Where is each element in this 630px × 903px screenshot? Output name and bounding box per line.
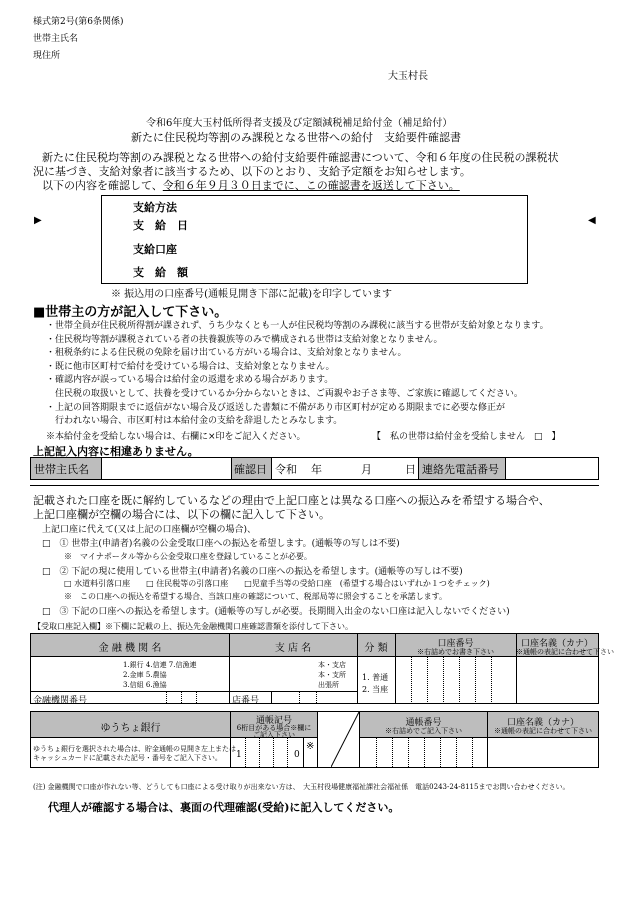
bullet: ・確認内容が誤っている場合は給付金の返還を求める場合があります。 [46, 375, 334, 386]
agent-note: 代理人が確認する場合は、裏面の代理確認(受給)に記入してください。 [48, 801, 400, 814]
form-number: 様式第2号(第6条関係) [33, 17, 124, 27]
intro-line3 [42, 177, 460, 193]
marker-right-icon: ◀ [588, 215, 596, 226]
yucho-digit-0: 0 [294, 750, 300, 760]
phone-cell [418, 458, 506, 479]
option3-checkbox[interactable]: □ ③ 下記の口座への振込を希望します。(通帳等の写しが必要。長期間入出金のない口座は記入しないでください) [42, 607, 510, 617]
intro-line3-pre: 以下の内容を確認して、 [42, 179, 163, 192]
option2-checkbox[interactable]: □ ② 下記の現に使用している世帯主(申請者)名義の口座への振込を希望します。(通帳等の写しは不要) [42, 567, 463, 577]
yucho-number-label: 通帳番号 [405, 718, 442, 728]
bullet: ・住民税均等割が課税されている者の扶養親族等のみで構成される世帯は支給対象となりません。 [46, 334, 443, 345]
confirm-date-label: 確認日 [234, 463, 267, 476]
yucho-digit-1: 1 [236, 750, 242, 760]
option2-choices[interactable]: □ 水道料引落口座 □ 住民税等の引落口座 □児童手当等の受給口座 (希望する場合はいずれか１つをチェック) [64, 579, 490, 588]
title-line2: 新たに住民税均等割のみ課税となる世帯への給付 支給要件確認書 [131, 131, 461, 144]
confirm-heading: 上記記入内容に相違ありません。 [33, 445, 199, 458]
date-cell [231, 458, 272, 479]
option2-note: ※ この口座への振込を希望する場合、当該口座の確認について、税部局等に照会することを承諾します。 [64, 592, 448, 601]
intro-line1: 新たに住民税均等割のみ課税となる世帯への給付支給要件確認書について、令和６年度の住民税の課税状 [42, 151, 559, 164]
yucho-number-sub: ※右詰めでご記入下さい [385, 727, 462, 735]
change-line1: 記載された口座を既に解約しているなどの理由で上記口座とは異なる口座への振込みを希望する場合や、 [33, 494, 550, 507]
householder-input[interactable] [101, 458, 231, 479]
bullet: 行われない場合、市区町村は本給付金の支給を辞退したとみなします。 [46, 416, 343, 427]
title-line1: 令和6年度大玉村低所得者支援及び定額減税補足給付金（補足給付） [146, 118, 453, 129]
option1-note: ※ マイナポータル等から公金受取口座を登録していることが必要。 [64, 552, 312, 561]
section1-bullets [46, 320, 549, 429]
yucho-mark-sub1: 6桁目がある場合※欄に [236, 724, 312, 732]
confirm-householder-label: 世帯主氏名 [34, 463, 89, 476]
account-types[interactable]: 1. 普通 2. 当座 [362, 673, 389, 694]
yucho-holder-sub: ※通帳の表記に合わせて下さい [494, 727, 592, 735]
marker-left-icon: ▶ [34, 215, 42, 226]
diagonal-slash-icon [331, 712, 359, 767]
yucho-star: ※ [306, 741, 315, 752]
address-label: 現住所 [33, 51, 61, 61]
householder-name-label: 世帯主氏名 [33, 34, 79, 44]
yucho-mark-sub2: ご記入下さい [253, 731, 295, 739]
day-label: 日 [405, 463, 416, 476]
householder-cell [31, 458, 102, 479]
branch-types[interactable]: 本・支店 本・支所 出張所 [318, 661, 346, 689]
change-line2: 上記口座欄が空欄の場合には、以下の欄に記入して下さい。 [33, 508, 330, 521]
branch-header: 支 店 名 [274, 643, 312, 654]
yucho-note: ゆうちょ銀行を選択された場合は、貯金通帳の見開き左上または キャッシュカードに記載された記号・番号をご記入下さい。 [33, 745, 236, 762]
intro-deadline: 令和６年９月３０日までに、この確認書を返送して下さい。 [162, 179, 460, 192]
payment-box [101, 195, 528, 284]
era-label: 令和 [275, 463, 297, 476]
footer-note: (注) 金融機関で口座が作れない等、どうしても口座による受け取りが出来ない方は、 大玉村役場健康福祉課社会福祉係 電話0243-24-8115までお問い合わせください。 [33, 783, 570, 791]
decline-checkbox[interactable]: 【 私の世帯は給付金を受給しません □ 】 [372, 432, 561, 442]
option1-checkbox[interactable]: □ ① 世帯主(申請者)名義の公金受取口座への振込を希望します。(通帳等の写しは不要) [42, 539, 400, 549]
bullet: ・租税条約による住民税の免除を届け出ている方がいる場合は、支給対象となりません。 [46, 348, 407, 359]
year-label: 年 [311, 463, 322, 476]
payment-note: ※ 振込用の口座番号(通帳見開き下部に記載)を印字しています [111, 289, 392, 300]
branch-code-label: 店番号 [232, 696, 260, 706]
divider [30, 485, 599, 486]
type-header: 分 類 [364, 643, 388, 654]
month-label: 月 [361, 463, 372, 476]
mayor-name: 大玉村長 [388, 71, 428, 82]
holder-header-sub: ※通帳の表記に合わせて下さい [516, 648, 614, 656]
account-header-sub: ※右詰めでお書き下さい [417, 648, 494, 656]
bank-code-label: 金融機関番号 [33, 696, 88, 706]
payment-method-label: 支給方法 [133, 201, 177, 214]
yucho-title: ゆうちょ銀行 [100, 723, 161, 734]
change-sub: 上記口座に代えて(又は上記の口座欄が空欄の場合)、 [42, 525, 257, 535]
yucho-holder-label: 口座名義（カナ） [506, 718, 579, 728]
phone-label: 連絡先電話番号 [422, 463, 499, 476]
confirm-row [30, 457, 599, 480]
bullet: ・既に他市区町村で給付を受けている場合は、支給対象となりません。 [46, 361, 335, 372]
intro-line2: 況に基づき、支給対象者に該当するため、以下のとおり、支給予定額をお知らせします。 [33, 165, 471, 178]
decline-note: ※本給付金を受給しない場合は、右欄に×印をご記入ください。 [46, 432, 306, 442]
account-header: 口座番号 [437, 639, 474, 649]
payment-amount-label: 支 給 額 [133, 266, 188, 279]
section1-heading: ■世帯主の方が記入して下さい。 [33, 305, 228, 320]
payment-date-label: 支 給 日 [133, 219, 188, 232]
payment-account-label: 支給口座 [133, 243, 177, 256]
bank-name-header: 金 融 機 関 名 [98, 643, 162, 654]
bullet: ・上記の回答期限までに返信がない場合及び返送した書類に不備があり市区町村が定める期限までに必要な修正が [46, 402, 506, 413]
bullet: 住民税の取扱いとして、扶養を受けているか分からないときは、ご両親やお子さま等、ご家族に確認してください。 [46, 388, 523, 399]
bank-table [30, 633, 614, 706]
bank-caption: 【受取口座記入欄】※下欄に記載の上、振込先金融機関口座確認書類を添付して下さい。 [33, 622, 353, 631]
yucho-mark-label: 通帳記号 [255, 716, 292, 726]
holder-header: 口座名義（カナ） [520, 639, 593, 649]
bank-types[interactable]: 1.銀行 4.信連 7.信漁連 2.金庫 5.農協 3.信組 6.漁協 [123, 661, 197, 689]
bullet: ・世帯全員が住民税所得割が課されず、うち少なくとも一人が住民税均等割のみ課税に該当する世帯が支給対象となります。 [46, 321, 549, 331]
phone-input[interactable] [504, 458, 598, 479]
yucho-table [30, 711, 599, 768]
